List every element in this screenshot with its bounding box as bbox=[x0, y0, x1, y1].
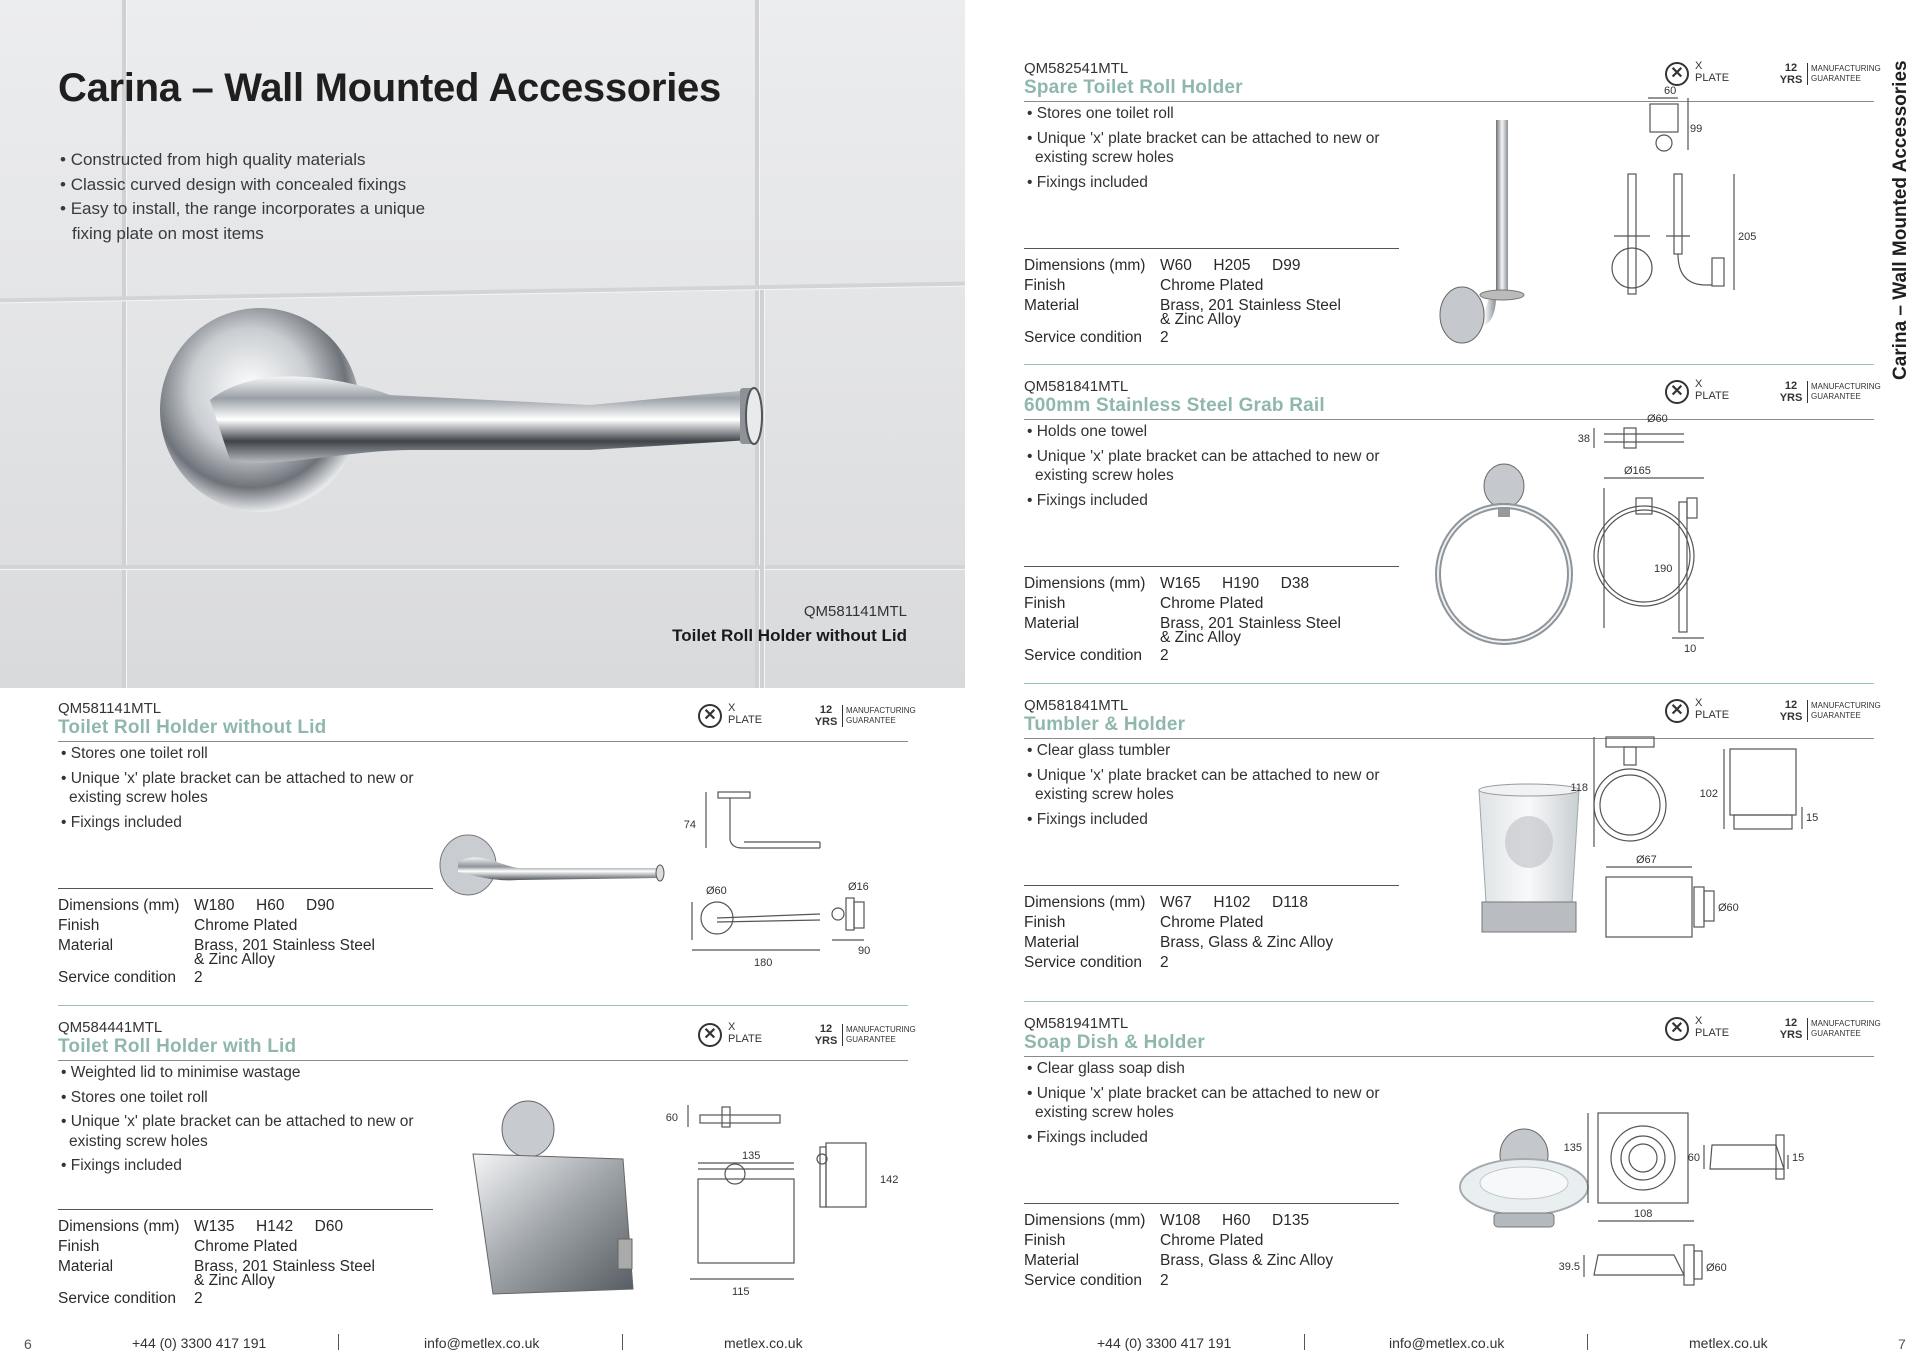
section-divider bbox=[1024, 364, 1874, 365]
spec-service: 2 bbox=[1160, 954, 1169, 971]
spec-label: Service condition bbox=[1024, 647, 1143, 664]
dim-w: W135 bbox=[194, 1218, 235, 1235]
spec-finish: Chrome Plated bbox=[1160, 595, 1264, 612]
product-code: QM581841MTL bbox=[1024, 697, 1129, 714]
technical-drawing bbox=[665, 1099, 900, 1309]
x-plate-text: PLATE bbox=[728, 714, 763, 726]
side-title bbox=[1888, 10, 1918, 380]
spec-label: Finish bbox=[1024, 914, 1066, 931]
guarantee-badge bbox=[1777, 1017, 1881, 1047]
guarantee-text: GUARANTEE bbox=[846, 1035, 896, 1044]
footer-phone[interactable]: +44 (0) 3300 417 191 bbox=[132, 1335, 267, 1351]
right-page bbox=[965, 0, 1920, 1358]
feature-item: • Unique 'x' plate bracket can be attached to new or existing screw holes bbox=[1024, 447, 1394, 486]
feature-item: • Unique 'x' plate bracket can be attached to new or existing screw holes bbox=[1024, 129, 1394, 168]
dim-h: H205 bbox=[1213, 257, 1251, 274]
dim-d: D90 bbox=[306, 897, 335, 914]
feature-item: • Stores one toilet roll bbox=[58, 1088, 428, 1108]
dim-d: D118 bbox=[1272, 894, 1308, 911]
spec-label: Service condition bbox=[1024, 1272, 1143, 1289]
x-plate-text: X bbox=[1695, 60, 1703, 72]
dim-label: 115 bbox=[732, 1286, 750, 1298]
spec-material: Brass, 201 Stainless Steel bbox=[194, 1258, 375, 1275]
guarantee-text: GUARANTEE bbox=[1811, 1029, 1861, 1038]
footer-email[interactable]: info@metlex.co.uk bbox=[424, 1335, 540, 1351]
spec-label: Material bbox=[1024, 934, 1080, 951]
guarantee-badge bbox=[1777, 380, 1881, 410]
spec-label: Dimensions (mm) bbox=[58, 897, 180, 914]
spec-table bbox=[58, 896, 438, 988]
dim-label: 142 bbox=[880, 1174, 899, 1186]
spec-label: Finish bbox=[1024, 277, 1066, 294]
x-plate-icon: ✕ bbox=[1665, 1017, 1689, 1041]
spec-table bbox=[1024, 1211, 1404, 1291]
x-plate-badge bbox=[698, 1021, 798, 1051]
dim-h: H60 bbox=[1222, 1212, 1251, 1229]
dim-label: 90 bbox=[858, 945, 871, 957]
guarantee-yrs: YRS bbox=[1779, 1029, 1803, 1041]
spec-material: Brass, 201 Stainless Steel bbox=[194, 937, 375, 954]
feature-list bbox=[1024, 1059, 1394, 1152]
dim-h: H60 bbox=[256, 897, 285, 914]
spec-finish: Chrome Plated bbox=[194, 917, 298, 934]
product-photo bbox=[463, 1099, 643, 1299]
guarantee-yrs: YRS bbox=[1779, 711, 1803, 723]
guarantee-yrs: YRS bbox=[1779, 392, 1803, 404]
spec-label: Service condition bbox=[1024, 954, 1143, 971]
product-code: QM582541MTL bbox=[1024, 60, 1129, 77]
guarantee-badge bbox=[1777, 62, 1881, 92]
guarantee-years: 12 bbox=[819, 1023, 833, 1035]
product-block bbox=[58, 1019, 916, 1319]
spec-finish: Chrome Plated bbox=[1160, 277, 1264, 294]
feature-item: • Fixings included bbox=[1024, 1128, 1394, 1148]
side-title-text: Carina – Wall Mounted Accessories bbox=[1890, 60, 1911, 380]
product-code: QM584441MTL bbox=[58, 1019, 163, 1036]
guarantee-yrs: YRS bbox=[1779, 74, 1803, 86]
spec-finish: Chrome Plated bbox=[1160, 1232, 1264, 1249]
guarantee-badge bbox=[812, 1023, 916, 1053]
spec-table bbox=[1024, 893, 1404, 973]
footer-separator bbox=[1587, 1334, 1588, 1350]
product-block bbox=[1024, 1015, 1881, 1315]
spec-table bbox=[58, 1217, 438, 1309]
x-plate-text: PLATE bbox=[1695, 390, 1730, 402]
spec-label: Finish bbox=[58, 917, 100, 934]
spec-table bbox=[1024, 574, 1404, 666]
feature-item: • Weighted lid to minimise wastage bbox=[58, 1063, 428, 1083]
spec-label: Dimensions (mm) bbox=[58, 1218, 180, 1235]
dim-label: 108 bbox=[1634, 1208, 1653, 1220]
spec-label: Dimensions (mm) bbox=[1024, 575, 1146, 592]
feature-list bbox=[58, 1063, 428, 1181]
guarantee-text: GUARANTEE bbox=[1811, 392, 1861, 401]
spec-material: Brass, Glass & Zinc Alloy bbox=[1160, 1252, 1334, 1269]
spec-label: Dimensions (mm) bbox=[1024, 257, 1146, 274]
spec-label: Material bbox=[1024, 615, 1080, 632]
spec-finish: Chrome Plated bbox=[1160, 914, 1264, 931]
dim-h: H142 bbox=[256, 1218, 294, 1235]
hero-bullet: • Easy to install, the range incorporates a unique fixing plate on most items bbox=[58, 197, 458, 246]
dim-label: 74 bbox=[683, 819, 696, 831]
x-plate-badge bbox=[698, 702, 798, 732]
x-plate-icon: ✕ bbox=[1665, 380, 1689, 404]
dim-label: 60 bbox=[665, 1112, 678, 1124]
guarantee-years: 12 bbox=[1784, 62, 1798, 74]
spec-label: Dimensions (mm) bbox=[1024, 1212, 1146, 1229]
x-plate-badge bbox=[1665, 697, 1765, 727]
guarantee-years: 12 bbox=[1784, 699, 1798, 711]
toilet-roll-holder-photo bbox=[150, 300, 930, 560]
spec-service: 2 bbox=[1160, 647, 1169, 664]
x-plate-text: X bbox=[728, 1021, 736, 1033]
product-name: Toilet Roll Holder without Lid bbox=[58, 717, 327, 738]
product-block bbox=[1024, 378, 1881, 668]
spec-label: Service condition bbox=[58, 1290, 177, 1307]
product-code: QM581941MTL bbox=[1024, 1015, 1129, 1032]
spec-label: Material bbox=[1024, 297, 1080, 314]
dim-d: D135 bbox=[1272, 1212, 1310, 1229]
feature-item: • Fixings included bbox=[1024, 810, 1394, 830]
spec-label: Material bbox=[58, 937, 114, 954]
feature-item: • Fixings included bbox=[58, 813, 428, 833]
dim-label: 135 bbox=[742, 1150, 761, 1162]
spec-finish: Chrome Plated bbox=[194, 1238, 298, 1255]
tile-grout bbox=[0, 565, 965, 569]
feature-item: • Clear glass soap dish bbox=[1024, 1059, 1394, 1079]
spec-material: & Zinc Alloy bbox=[194, 951, 275, 968]
x-plate-text: X bbox=[1695, 1015, 1703, 1027]
feature-item: • Unique 'x' plate bracket can be attached to new or existing screw holes bbox=[1024, 766, 1394, 805]
technical-drawing bbox=[1544, 1105, 1844, 1305]
product-name: Spare Toilet Roll Holder bbox=[1024, 77, 1243, 98]
dim-label: 205 bbox=[1738, 231, 1757, 243]
feature-item: • Clear glass tumbler bbox=[1024, 741, 1394, 761]
guarantee-years: 12 bbox=[1784, 380, 1798, 392]
footer-website[interactable]: metlex.co.uk bbox=[724, 1335, 803, 1351]
dim-label: Ø16 bbox=[848, 881, 869, 893]
dim-label: 190 bbox=[1654, 563, 1673, 575]
dim-w: W180 bbox=[194, 897, 235, 914]
guarantee-text: GUARANTEE bbox=[1811, 711, 1861, 720]
x-plate-text: PLATE bbox=[1695, 1027, 1730, 1039]
guarantee-badge bbox=[812, 704, 916, 734]
hero-caption: Toilet Roll Holder without Lid bbox=[672, 626, 907, 645]
product-code: QM581841MTL bbox=[1024, 378, 1129, 395]
spec-material: & Zinc Alloy bbox=[194, 1272, 275, 1289]
dim-w: W108 bbox=[1160, 1212, 1201, 1229]
dim-h: H102 bbox=[1213, 894, 1251, 911]
dim-label: 10 bbox=[1684, 643, 1697, 655]
feature-item: • Unique 'x' plate bracket can be attached to new or existing screw holes bbox=[58, 769, 428, 808]
product-name: 600mm Stainless Steel Grab Rail bbox=[1024, 395, 1325, 416]
footer-separator bbox=[1304, 1334, 1305, 1350]
spec-material: Brass, 201 Stainless Steel bbox=[1160, 297, 1341, 314]
dim-label: 60 bbox=[1664, 85, 1677, 97]
page-title: Carina – Wall Mounted Accessories bbox=[58, 66, 721, 110]
dim-label: 15 bbox=[1792, 1152, 1805, 1164]
spec-label: Service condition bbox=[1024, 329, 1143, 346]
technical-drawing bbox=[1544, 737, 1844, 987]
spec-service: 2 bbox=[1160, 1272, 1169, 1289]
dim-label: 99 bbox=[1690, 123, 1703, 135]
x-plate-text: PLATE bbox=[1695, 709, 1730, 721]
dim-label: 135 bbox=[1563, 1142, 1582, 1154]
title-rule bbox=[1024, 1056, 1874, 1057]
guarantee-text: GUARANTEE bbox=[1811, 74, 1861, 83]
section-divider bbox=[1024, 683, 1874, 684]
spec-rule bbox=[1024, 1203, 1399, 1204]
hero-bullet: • Constructed from high quality materials bbox=[58, 148, 458, 173]
spec-material: & Zinc Alloy bbox=[1160, 311, 1241, 328]
product-name: Toilet Roll Holder with Lid bbox=[58, 1036, 297, 1057]
dim-label: 180 bbox=[754, 957, 773, 969]
x-plate-icon: ✕ bbox=[698, 1023, 722, 1047]
dim-label: Ø60 bbox=[706, 885, 727, 897]
feature-list bbox=[58, 744, 428, 837]
dim-label: 102 bbox=[1699, 788, 1718, 800]
feature-item: • Fixings included bbox=[58, 1156, 428, 1176]
x-plate-text: X bbox=[1695, 378, 1703, 390]
feature-list bbox=[1024, 422, 1394, 515]
spec-rule bbox=[1024, 885, 1399, 886]
guarantee-badge bbox=[1777, 699, 1881, 729]
product-name: Tumbler & Holder bbox=[1024, 714, 1186, 735]
spec-rule bbox=[58, 888, 433, 889]
dim-label: 60 bbox=[1687, 1152, 1700, 1164]
footer-website[interactable]: metlex.co.uk bbox=[1689, 1335, 1768, 1351]
spec-label: Finish bbox=[58, 1238, 100, 1255]
dim-d: D60 bbox=[314, 1218, 344, 1235]
x-plate-text: PLATE bbox=[728, 1033, 763, 1045]
dim-label: 15 bbox=[1806, 812, 1819, 824]
dim-label: 38 bbox=[1577, 433, 1590, 445]
dim-label: Ø67 bbox=[1636, 854, 1657, 866]
spec-label: Service condition bbox=[58, 969, 177, 986]
technical-drawing bbox=[1544, 413, 1844, 668]
product-block bbox=[58, 700, 916, 990]
spec-material: Brass, Glass & Zinc Alloy bbox=[1160, 934, 1334, 951]
dim-d: D38 bbox=[1280, 575, 1310, 592]
product-code: QM581141MTL bbox=[58, 700, 162, 717]
guarantee-text: MANUFACTURING bbox=[1811, 1019, 1881, 1028]
guarantee-text: GUARANTEE bbox=[846, 716, 896, 725]
guarantee-text: MANUFACTURING bbox=[1811, 382, 1881, 391]
feature-item: • Holds one towel bbox=[1024, 422, 1394, 442]
dim-label: Ø60 bbox=[1718, 902, 1739, 914]
x-plate-text: PLATE bbox=[1695, 72, 1730, 84]
guarantee-text: MANUFACTURING bbox=[1811, 701, 1881, 710]
feature-item: • Unique 'x' plate bracket can be attached to new or existing screw holes bbox=[1024, 1084, 1394, 1123]
guarantee-years: 12 bbox=[819, 704, 833, 716]
dim-d: D99 bbox=[1272, 257, 1301, 274]
spec-rule bbox=[1024, 566, 1399, 567]
feature-list bbox=[1024, 104, 1394, 197]
spec-label: Dimensions (mm) bbox=[1024, 894, 1146, 911]
dim-w: W165 bbox=[1160, 575, 1201, 592]
feature-item: • Unique 'x' plate bracket can be attached to new or existing screw holes bbox=[58, 1112, 428, 1151]
spec-material: Brass, 201 Stainless Steel bbox=[1160, 615, 1341, 632]
technical-drawing bbox=[1594, 85, 1804, 320]
x-plate-badge bbox=[1665, 378, 1765, 408]
section-divider bbox=[1024, 1001, 1874, 1002]
spec-material: & Zinc Alloy bbox=[1160, 629, 1241, 646]
spec-table bbox=[1024, 256, 1404, 348]
dim-w: W60 bbox=[1160, 257, 1192, 274]
spec-rule bbox=[58, 1209, 433, 1210]
feature-item: • Stores one toilet roll bbox=[58, 744, 428, 764]
guarantee-text: MANUFACTURING bbox=[846, 1025, 916, 1034]
product-name: Soap Dish & Holder bbox=[1024, 1032, 1205, 1053]
x-plate-icon: ✕ bbox=[1665, 62, 1689, 86]
x-plate-icon: ✕ bbox=[698, 704, 722, 728]
spec-rule bbox=[1024, 248, 1399, 249]
x-plate-text: X bbox=[728, 702, 736, 714]
page-number: 6 bbox=[24, 1336, 32, 1352]
product-block bbox=[1024, 697, 1881, 987]
hero-product-code: QM581141MTL bbox=[803, 603, 907, 620]
x-plate-badge bbox=[1665, 1015, 1765, 1045]
footer-separator bbox=[622, 1334, 623, 1350]
feature-list bbox=[1024, 741, 1394, 834]
dim-label: 118 bbox=[1570, 782, 1588, 794]
dim-label: Ø60 bbox=[1647, 413, 1668, 425]
spec-service: 2 bbox=[194, 969, 203, 986]
title-rule bbox=[58, 1060, 908, 1061]
footer-phone[interactable]: +44 (0) 3300 417 191 bbox=[1097, 1335, 1232, 1351]
spec-label: Material bbox=[58, 1258, 114, 1275]
guarantee-yrs: YRS bbox=[814, 1035, 838, 1047]
spec-label: Finish bbox=[1024, 595, 1066, 612]
dim-label: Ø165 bbox=[1624, 465, 1651, 477]
feature-item: • Stores one toilet roll bbox=[1024, 104, 1394, 124]
feature-item: • Fixings included bbox=[1024, 491, 1394, 511]
x-plate-icon: ✕ bbox=[1665, 699, 1689, 723]
spec-service: 2 bbox=[1160, 329, 1169, 346]
page-number: 7 bbox=[1898, 1336, 1906, 1352]
guarantee-yrs: YRS bbox=[814, 716, 838, 728]
hero-photo bbox=[0, 0, 965, 688]
dim-label: Ø60 bbox=[1706, 1262, 1727, 1274]
spec-label: Material bbox=[1024, 1252, 1080, 1269]
guarantee-text: MANUFACTURING bbox=[846, 706, 916, 715]
dim-h: H190 bbox=[1222, 575, 1260, 592]
x-plate-badge bbox=[1665, 60, 1765, 90]
technical-drawing bbox=[670, 790, 960, 975]
feature-item: • Fixings included bbox=[1024, 173, 1394, 193]
product-photo bbox=[1434, 115, 1544, 345]
hero-bullet: • Classic curved design with concealed fixings bbox=[58, 173, 458, 198]
dim-label: 39.5 bbox=[1558, 1261, 1580, 1273]
footer-email[interactable]: info@metlex.co.uk bbox=[1389, 1335, 1505, 1351]
guarantee-text: MANUFACTURING bbox=[1811, 64, 1881, 73]
spec-label: Finish bbox=[1024, 1232, 1066, 1249]
x-plate-text: X bbox=[1695, 697, 1703, 709]
hero-bullet-list bbox=[58, 148, 458, 246]
section-divider bbox=[58, 1005, 908, 1006]
dim-w: W67 bbox=[1160, 894, 1192, 911]
product-block bbox=[1024, 60, 1881, 350]
footer-separator bbox=[338, 1334, 339, 1350]
spec-service: 2 bbox=[194, 1290, 203, 1307]
guarantee-years: 12 bbox=[1784, 1017, 1798, 1029]
title-rule bbox=[58, 741, 908, 742]
